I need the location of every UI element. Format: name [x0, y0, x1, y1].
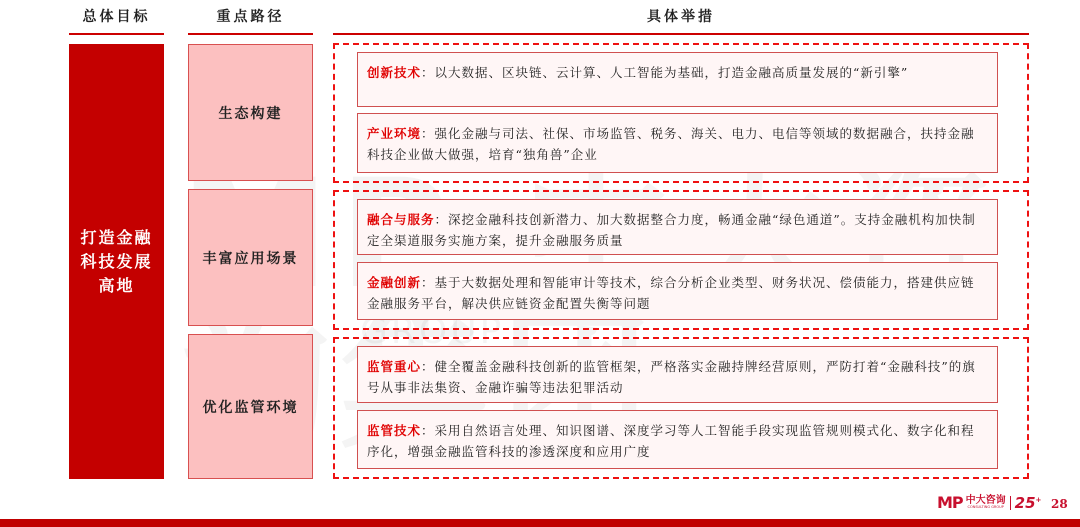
measure-keyword: 产业环境 [367, 126, 422, 141]
measure-regulation-focus [357, 346, 998, 403]
header-measures: 具体举措 [647, 9, 715, 25]
measure-integration-service [357, 199, 998, 255]
header-measures-underline [333, 33, 1029, 35]
measure-text: ：强化金融与司法、社保、市场监管、税务、海关、电力、电信等领域的数据融合，扶持金融科技企业做大做强，培育“独角兽”企业 [367, 126, 975, 162]
measure-keyword: 融合与服务 [367, 212, 435, 227]
measure-text: ：深挖金融科技创新潜力、加大数据整合力度，畅通金融“绿色通道”。支持金融机构加快制定全渠道服务实施方案，提升金融服务质量 [367, 212, 976, 248]
path-box-scenarios [188, 189, 313, 326]
measure-innovation-tech [357, 52, 998, 107]
anniversary-badge [1015, 494, 1042, 512]
measure-text: ：以大数据、区块链、云计算、人工智能为基础，打造金融高质量发展的“新引擎” [421, 65, 909, 80]
company-logo [937, 493, 1041, 512]
measure-keyword: 创新技术 [367, 65, 422, 80]
logo-en: CONSULTING GROUP [967, 504, 1004, 509]
measure-keyword: 监管重心 [367, 359, 422, 374]
measure-keyword: 金融创新 [367, 275, 422, 290]
path-box-ecosystem [188, 44, 313, 181]
path-label: 丰富应用场景 [202, 250, 299, 267]
measure-financial-innovation [357, 262, 998, 320]
path-label: 生态构建 [218, 105, 283, 122]
logo-divider [1010, 496, 1011, 510]
header-goal: 总体目标 [82, 9, 151, 25]
measure-industry-env [357, 113, 998, 173]
path-label: 优化监管环境 [202, 399, 299, 416]
measure-text: ：基于大数据处理和智能审计等技术，综合分析企业类型、财务状况、偿债能力，搭建供应链金融服务平台，解决供应链资金配置失衡等问题 [367, 275, 975, 311]
header-path-underline [188, 33, 313, 35]
footer-bar [0, 519, 1080, 527]
anniversary-sup: + [1035, 495, 1042, 504]
measure-text: ：健全覆盖金融科技创新的监管框架，严格落实金融持牌经营原则，严防打着“金融科技”的旗号从事非法集资、金融诈骗等违法犯罪活动 [367, 359, 976, 395]
measure-regulation-tech [357, 410, 998, 469]
goal-text: 打造金融科技发展高地 [80, 227, 153, 295]
goal-box [69, 44, 164, 479]
measure-keyword: 监管技术 [367, 423, 422, 438]
logo-wordmark [966, 496, 1006, 510]
logo-cn: 中大咨询 [965, 494, 1006, 506]
anniversary-number: 25 [1014, 493, 1036, 512]
logo-mark: MP [937, 493, 963, 512]
path-box-regulation [188, 334, 313, 479]
measure-text: ：采用自然语言处理、知识图谱、深度学习等人工智能手段实现监管规则模式化、数字化和程序化，增强金融监管科技的渗透深度和应用广度 [367, 423, 975, 459]
header-path: 重点路径 [216, 9, 285, 25]
header-goal-underline [69, 33, 164, 35]
page-number: 28 [1051, 497, 1068, 511]
